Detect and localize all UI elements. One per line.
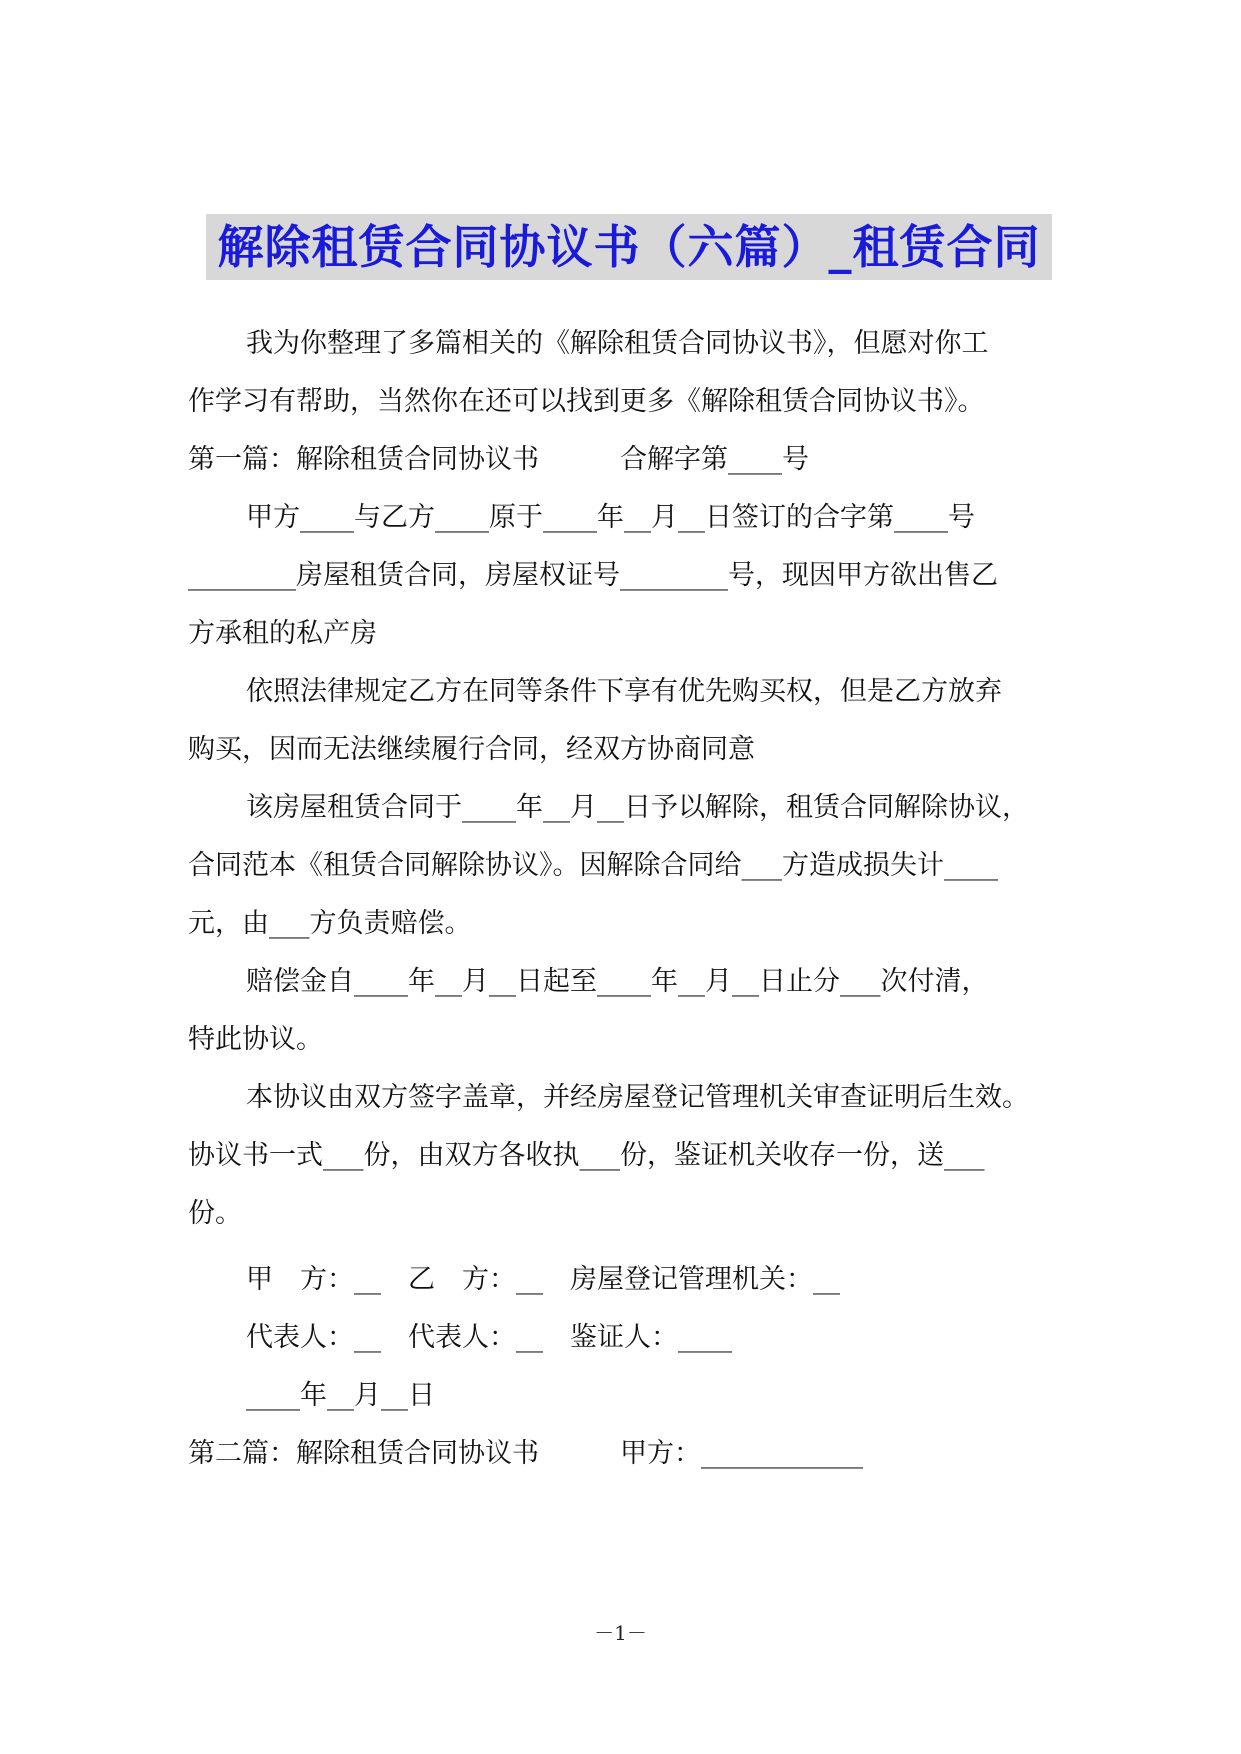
- paragraph-line: 作学习有帮助，当然你在还可以找到更多《解除租赁合同协议书》。: [188, 386, 985, 417]
- paragraph-line: 合同范本《租赁合同解除协议》。因解除合同给___方造成损失计____: [188, 850, 998, 881]
- paragraph-line: ________房屋租赁合同，房屋权证号________号，现因甲方欲出售乙: [188, 560, 998, 591]
- signature-line: 代表人：__ 代表人：__ 鉴证人：____: [246, 1322, 732, 1353]
- date-line: ____年__月__日: [246, 1380, 435, 1411]
- paragraph-line: 协议书一式___份，由双方各收执___份，鉴证机关收存一份，送___: [188, 1140, 985, 1171]
- page-title: 解除租赁合同协议书（六篇）_租赁合同: [217, 220, 1041, 274]
- section-heading: 第二篇：解除租赁合同协议书 甲方：____________: [188, 1438, 863, 1469]
- paragraph-line: 我为你整理了多篇相关的《解除租赁合同协议书》，但愿对你工: [246, 328, 989, 359]
- paragraph-line: 元，由___方负责赔偿。: [188, 908, 472, 939]
- paragraph-line: 购买，因而无法继续履行合同，经双方协商同意: [188, 734, 755, 765]
- paragraph-line: 甲方____与乙方____原于____年__月__日签订的合字第____号: [246, 502, 975, 533]
- paragraph-line: 本协议由双方签字盖章，并经房屋登记管理机关审查证明后生效。: [246, 1082, 1029, 1113]
- paragraph-line: 方承租的私产房: [188, 618, 377, 649]
- paragraph-line: 依照法律规定乙方在同等条件下享有优先购买权，但是乙方放弃: [246, 676, 1002, 707]
- paragraph-line: 特此协议。: [188, 1024, 323, 1055]
- paragraph-line: 该房屋租赁合同于____年__月__日予以解除，租赁合同解除协议，: [246, 792, 1029, 823]
- signature-line: 甲 方：__ 乙 方：__ 房屋登记管理机关：__: [246, 1264, 840, 1295]
- paragraph-line: 份。: [188, 1198, 242, 1229]
- page-title-highlight: [206, 214, 1052, 280]
- page-number: －1－: [594, 1621, 647, 1645]
- section-heading: 第一篇：解除租赁合同协议书 合解字第____号: [188, 444, 809, 475]
- paragraph-line: 赔偿金自____年__月__日起至____年__月__日止分___次付清，: [246, 966, 989, 997]
